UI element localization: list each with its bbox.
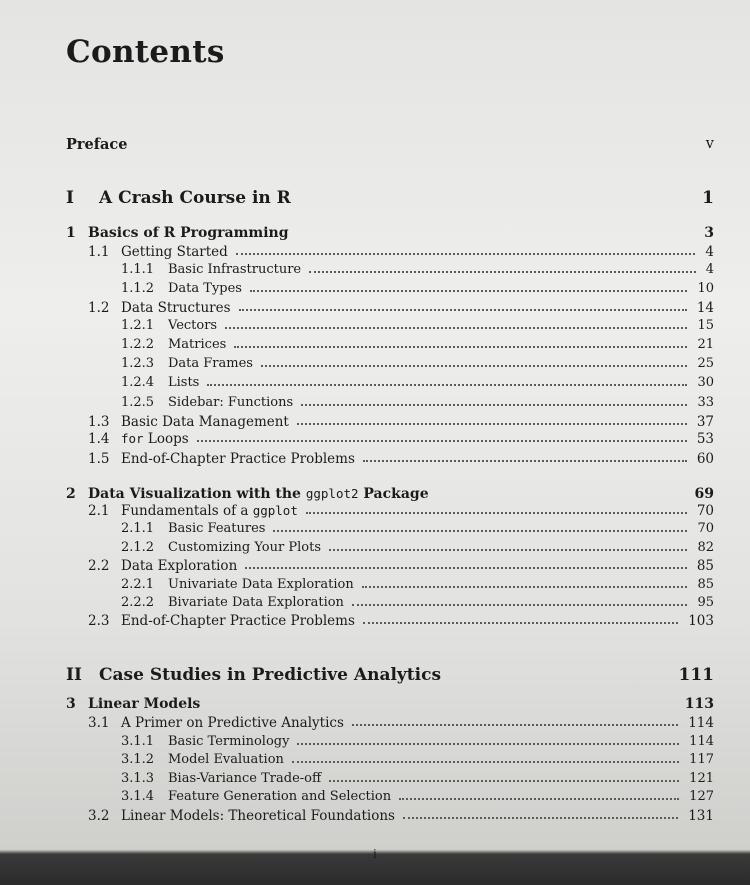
toc-entry-page: 85 (697, 577, 714, 592)
toc-entry-label: Basic Terminology (168, 734, 290, 749)
toc-dot-leader (236, 253, 696, 255)
toc-entry-label: Vectors (168, 318, 218, 333)
toc-entry-page: 33 (697, 395, 714, 410)
toc-entry-page: v (705, 136, 714, 152)
toc-entry-page: 3 (704, 225, 714, 241)
toc-entry-label: Bias-Variance Trade-off (168, 771, 322, 786)
toc-entry-number: 2.1.1 (121, 521, 155, 536)
toc-entry-page: 121 (689, 771, 714, 786)
toc-entry-page: 70 (697, 521, 714, 536)
toc-entry-chapter (0, 696, 750, 714)
toc-entry-sub (0, 356, 750, 374)
toc-entry-page: 37 (696, 414, 714, 430)
toc-entry-page: 127 (689, 789, 714, 804)
toc-entry-number: 3.1.1 (121, 734, 155, 749)
toc-entry-page: 21 (697, 337, 714, 352)
toc-entry-page: 15 (697, 318, 714, 333)
toc-entry-label: Basics of R Programming (88, 225, 289, 241)
toc-entry-section (0, 715, 750, 733)
toc-dot-leader (362, 586, 688, 588)
toc-entry-sub (0, 262, 750, 280)
toc-entry-number: I (66, 188, 74, 208)
toc-entry-page: 30 (697, 375, 714, 390)
toc-entry-label: Basic Infrastructure (168, 262, 302, 277)
toc-entry-number: 1.2.2 (121, 337, 155, 352)
page-number: i (373, 847, 377, 861)
toc-dot-leader (197, 440, 687, 442)
toc-entry-number: 2.1.2 (121, 540, 155, 555)
toc-entry-number: 2.1 (88, 503, 110, 519)
toc-entry-section (0, 244, 750, 262)
toc-entry-number: 1.2.3 (121, 356, 155, 371)
toc-entry-section (0, 558, 750, 576)
toc-dot-leader (239, 309, 687, 311)
toc-entry-sub (0, 521, 750, 539)
toc-entry-label: Feature Generation and Selection (168, 789, 392, 804)
toc-dot-leader (301, 404, 687, 406)
toc-entry-number: 3.1 (88, 715, 110, 731)
toc-dot-leader (352, 604, 688, 606)
toc-entry-page: 95 (697, 595, 714, 610)
toc-entry-label: Case Studies in Predictive Analytics (99, 665, 442, 685)
toc-entry-page: 111 (678, 665, 714, 685)
toc-entry-label: Univariate Data Exploration (168, 577, 354, 592)
toc-dot-leader (234, 346, 687, 348)
toc-entry-label: Data Frames (168, 356, 253, 371)
toc-entry-front (0, 136, 750, 154)
toc-entry-number: 1.2.4 (121, 375, 155, 390)
toc-entry-label: Lists (168, 375, 200, 390)
toc-dot-leader (261, 365, 687, 367)
toc-entry-label: Preface (66, 136, 128, 153)
toc-entry-label: Linear Models: Theoretical Foundations (121, 808, 395, 824)
toc-entry-sub (0, 595, 750, 613)
toc-dot-leader (363, 460, 687, 462)
toc-entry-page: 82 (697, 540, 714, 555)
toc-entry-number: 1.4 (88, 431, 110, 447)
toc-entry-page: 131 (688, 808, 714, 824)
toc-entry-page: 25 (697, 356, 714, 371)
toc-entry-label: Basic Features (168, 521, 266, 536)
toc-entry-page: 69 (694, 486, 714, 502)
toc-entry-section (0, 414, 750, 432)
toc-entry-number: 2.2.1 (121, 577, 155, 592)
toc-entry-chapter (0, 225, 750, 243)
toc-dot-leader (297, 423, 687, 425)
toc-dot-leader (207, 384, 687, 386)
toc-dot-leader (329, 780, 679, 782)
toc-entry-label: Data Structures (121, 300, 231, 316)
toc-entry-sub (0, 789, 750, 807)
toc-entry-number: 1.1.2 (121, 281, 155, 296)
page-title: Contents (66, 34, 225, 70)
toc-entry-page: 70 (696, 503, 714, 519)
toc-dot-leader (245, 567, 687, 569)
toc-entry-sub (0, 395, 750, 413)
toc-entry-page: 4 (705, 244, 714, 260)
toc-entry-label: End-of-Chapter Practice Problems (121, 451, 355, 467)
toc-entry-page: 4 (705, 262, 714, 277)
toc-entry-sub (0, 281, 750, 299)
toc-dot-leader (352, 724, 678, 726)
toc-entry-page: 1 (702, 188, 714, 208)
toc-entry-page: 103 (688, 613, 714, 629)
toc-entry-number: 1 (66, 225, 76, 241)
toc-entry-section (0, 808, 750, 826)
toc-entry-sub (0, 577, 750, 595)
toc-entry-number: 3.2 (88, 808, 110, 824)
toc-entry-number: 3.1.4 (121, 789, 155, 804)
toc-dot-leader (292, 761, 679, 763)
toc-entry-label: Data Visualization with the ggplot2 Package (88, 486, 429, 502)
toc-entry-page: 117 (689, 752, 714, 767)
toc-entry-page: 114 (688, 715, 714, 731)
toc-entry-sub (0, 375, 750, 393)
toc-entry-sub (0, 337, 750, 355)
toc-entry-label: Model Evaluation (168, 752, 284, 767)
toc-entry-sub (0, 540, 750, 558)
toc-entry-label: Sidebar: Functions (168, 395, 294, 410)
toc-dot-leader (297, 743, 679, 745)
toc-entry-sub (0, 752, 750, 770)
toc-entry-label: Data Exploration (121, 558, 238, 574)
toc-dot-leader (309, 271, 696, 273)
toc-entry-label: A Crash Course in R (99, 188, 291, 208)
toc-entry-number: 1.2 (88, 300, 110, 316)
toc-entry-number: 2.3 (88, 613, 110, 629)
toc-entry-label: End-of-Chapter Practice Problems (121, 613, 355, 629)
toc-entry-label: Customizing Your Plots (168, 540, 321, 555)
toc-entry-part (0, 665, 750, 683)
toc-dot-leader (273, 530, 687, 532)
toc-entry-number: 1.3 (88, 414, 110, 430)
toc-entry-section (0, 300, 750, 318)
toc-entry-sub (0, 318, 750, 336)
toc-entry-label: Getting Started (121, 244, 228, 260)
toc-entry-number: 3.1.3 (121, 771, 155, 786)
toc-entry-page: 10 (697, 281, 714, 296)
toc-entry-number: 1.2.5 (121, 395, 155, 410)
toc-entry-number: 1.1.1 (121, 262, 155, 277)
toc-entry-number: 2 (66, 486, 76, 502)
toc-entry-number: II (66, 665, 82, 685)
toc-entry-label: Fundamentals of a ggplot (121, 503, 298, 519)
toc-entry-page: 114 (689, 734, 714, 749)
toc-dot-leader (399, 798, 679, 800)
toc-entry-chapter (0, 486, 750, 504)
toc-entry-part (0, 188, 750, 206)
toc-entry-number: 3 (66, 696, 76, 712)
toc-entry-section (0, 451, 750, 469)
toc-entry-label: Linear Models (88, 696, 201, 712)
toc-entry-label: A Primer on Predictive Analytics (121, 715, 344, 731)
toc-entry-page: 113 (684, 696, 714, 712)
toc-entry-label: for Loops (121, 431, 189, 447)
toc-entry-section (0, 503, 750, 521)
toc-dot-leader (329, 549, 687, 551)
toc-entry-sub (0, 771, 750, 789)
toc-entry-page: 60 (696, 451, 714, 467)
toc-entry-page: 85 (696, 558, 714, 574)
toc-entry-section (0, 613, 750, 631)
toc-dot-leader (250, 290, 687, 292)
toc-dot-leader (225, 327, 687, 329)
toc-entry-label: Basic Data Management (121, 414, 289, 430)
toc-entry-label: Matrices (168, 337, 227, 352)
toc-entry-section (0, 431, 750, 449)
toc-entry-number: 1.1 (88, 244, 110, 260)
toc-dot-leader (403, 817, 678, 819)
toc-entry-number: 3.1.2 (121, 752, 155, 767)
toc-entry-label: Data Types (168, 281, 242, 296)
toc-entry-number: 2.2 (88, 558, 110, 574)
toc-entry-number: 1.5 (88, 451, 110, 467)
toc-entry-number: 2.2.2 (121, 595, 155, 610)
toc-dot-leader (363, 622, 678, 624)
toc-entry-page: 14 (696, 300, 714, 316)
toc-entry-number: 1.2.1 (121, 318, 155, 333)
toc-entry-sub (0, 734, 750, 752)
toc-entry-label: Bivariate Data Exploration (168, 595, 344, 610)
toc-entry-page: 53 (696, 431, 714, 447)
toc-dot-leader (306, 512, 687, 514)
